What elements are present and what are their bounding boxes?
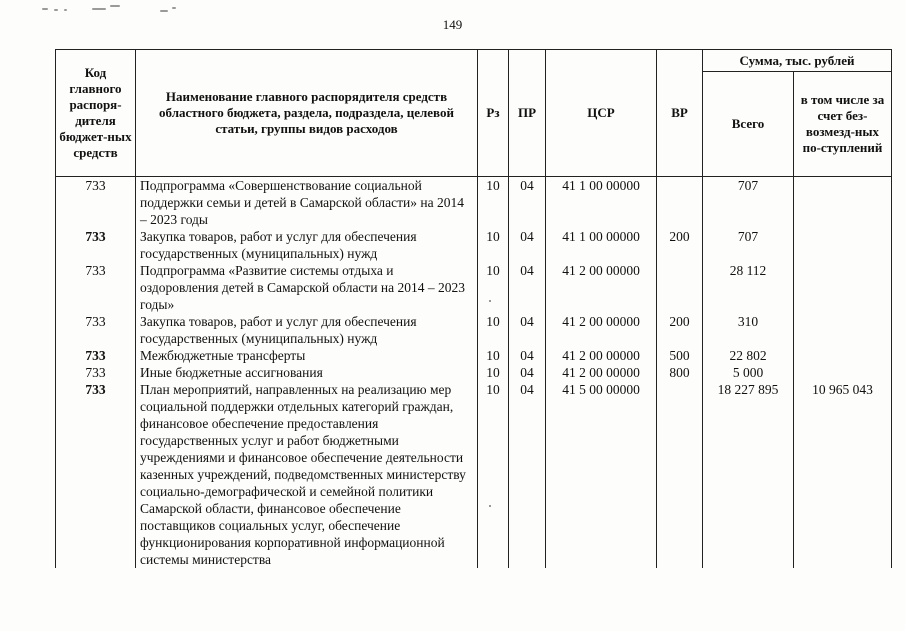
table-row	[56, 381, 892, 568]
cell-total: 28 112	[703, 262, 794, 313]
header-pr: ПР	[509, 50, 546, 177]
cell-vr	[657, 381, 703, 568]
cell-name: Иные бюджетные ассигнования	[136, 364, 478, 381]
cell-incl	[794, 347, 892, 364]
cell-csr: 41 2 00 00000	[546, 347, 657, 364]
cell-csr: 41 1 00 00000	[546, 228, 657, 262]
cell-total: 5 000	[703, 364, 794, 381]
cell-kod: 733	[56, 262, 136, 313]
cell-name: Закупка товаров, работ и услуг для обеспечения государственных (муниципальных) нужд	[136, 228, 478, 262]
cell-pr: 04	[509, 313, 546, 347]
cell-pr: 04	[509, 262, 546, 313]
cell-rz: 10	[478, 381, 509, 568]
table-row	[56, 262, 892, 313]
cell-vr	[657, 177, 703, 229]
cell-name: Закупка товаров, работ и услуг для обеспечения государственных (муниципальных) нужд	[136, 313, 478, 347]
cell-pr: 04	[509, 228, 546, 262]
cell-kod: 733	[56, 177, 136, 229]
header-name: Наименование главного распорядителя средств областного бюджета, раздела, подраздела, целевой статьи, группы видов расходов	[136, 50, 478, 177]
cell-rz: 10	[478, 262, 509, 313]
cell-incl	[794, 228, 892, 262]
cell-vr: 500	[657, 347, 703, 364]
cell-incl	[794, 262, 892, 313]
cell-pr: 04	[509, 364, 546, 381]
cell-pr: 04	[509, 347, 546, 364]
cell-name: Подпрограмма «Совершенствование социальной поддержки семьи и детей в Самарской области» на 2014 – 2023 годы	[136, 177, 478, 229]
cell-total: 707	[703, 177, 794, 229]
cell-incl	[794, 364, 892, 381]
cell-vr: 200	[657, 313, 703, 347]
cell-rz: 10	[478, 364, 509, 381]
cell-vr: 800	[657, 364, 703, 381]
page-number: 149	[442, 17, 463, 32]
cell-csr: 41 2 00 00000	[546, 364, 657, 381]
cell-kod: 733	[56, 364, 136, 381]
cell-name: Межбюджетные трансферты	[136, 347, 478, 364]
header-sum-group: Сумма, тыс. рублей	[703, 50, 892, 72]
cell-pr: 04	[509, 177, 546, 229]
cell-rz: 10	[478, 177, 509, 229]
table-row	[56, 228, 892, 262]
scan-speck	[489, 505, 491, 507]
cell-total: 22 802	[703, 347, 794, 364]
header-total: Всего	[703, 72, 794, 177]
cell-incl	[794, 313, 892, 347]
cell-total: 707	[703, 228, 794, 262]
cell-csr: 41 2 00 00000	[546, 313, 657, 347]
cell-csr: 41 1 00 00000	[546, 177, 657, 229]
budget-table	[55, 49, 892, 568]
cell-csr: 41 2 00 00000	[546, 262, 657, 313]
header-vr: ВР	[657, 50, 703, 177]
table-row	[56, 347, 892, 364]
cell-csr: 41 5 00 00000	[546, 381, 657, 568]
cell-incl: 10 965 043	[794, 381, 892, 568]
cell-total: 310	[703, 313, 794, 347]
cell-vr: 200	[657, 228, 703, 262]
header-rz: Рз	[478, 50, 509, 177]
header-kod: Код главного распоря-дителя бюджет-ных средств	[56, 50, 136, 177]
cell-pr: 04	[509, 381, 546, 568]
scan-artifacts	[42, 2, 202, 16]
cell-rz: 10	[478, 313, 509, 347]
scan-speck	[489, 300, 491, 302]
cell-vr	[657, 262, 703, 313]
cell-kod: 733	[56, 313, 136, 347]
cell-rz: 10	[478, 347, 509, 364]
cell-incl	[794, 177, 892, 229]
header-csr: ЦСР	[546, 50, 657, 177]
header-incl: в том числе за счет без-возмезд-ных по-ступлений	[794, 72, 892, 177]
cell-kod: 733	[56, 381, 136, 568]
table-body	[56, 177, 892, 569]
cell-kod: 733	[56, 347, 136, 364]
cell-kod: 733	[56, 228, 136, 262]
cell-rz: 10	[478, 228, 509, 262]
cell-name: Подпрограмма «Развитие системы отдыха и оздоровления детей в Самарской области на 2014 – 2023 годы»	[136, 262, 478, 313]
cell-total: 18 227 895	[703, 381, 794, 568]
table-row	[56, 313, 892, 347]
table-row	[56, 177, 892, 229]
table-row	[56, 364, 892, 381]
cell-name: План мероприятий, направленных на реализацию мер социальной поддержки отдельных категорий граждан, финансовое обеспечение предоставления государственных услуг и работ бюджетными учреждениями и финансовое обеспечение деятельности казенных учреждений, подведомственных министерству социально-демографической и семейной политики Самарской области, финансовое обеспечение поставщиков социальных услуг, обеспечение функционирования корпоративной информационной системы министерства	[136, 381, 478, 568]
